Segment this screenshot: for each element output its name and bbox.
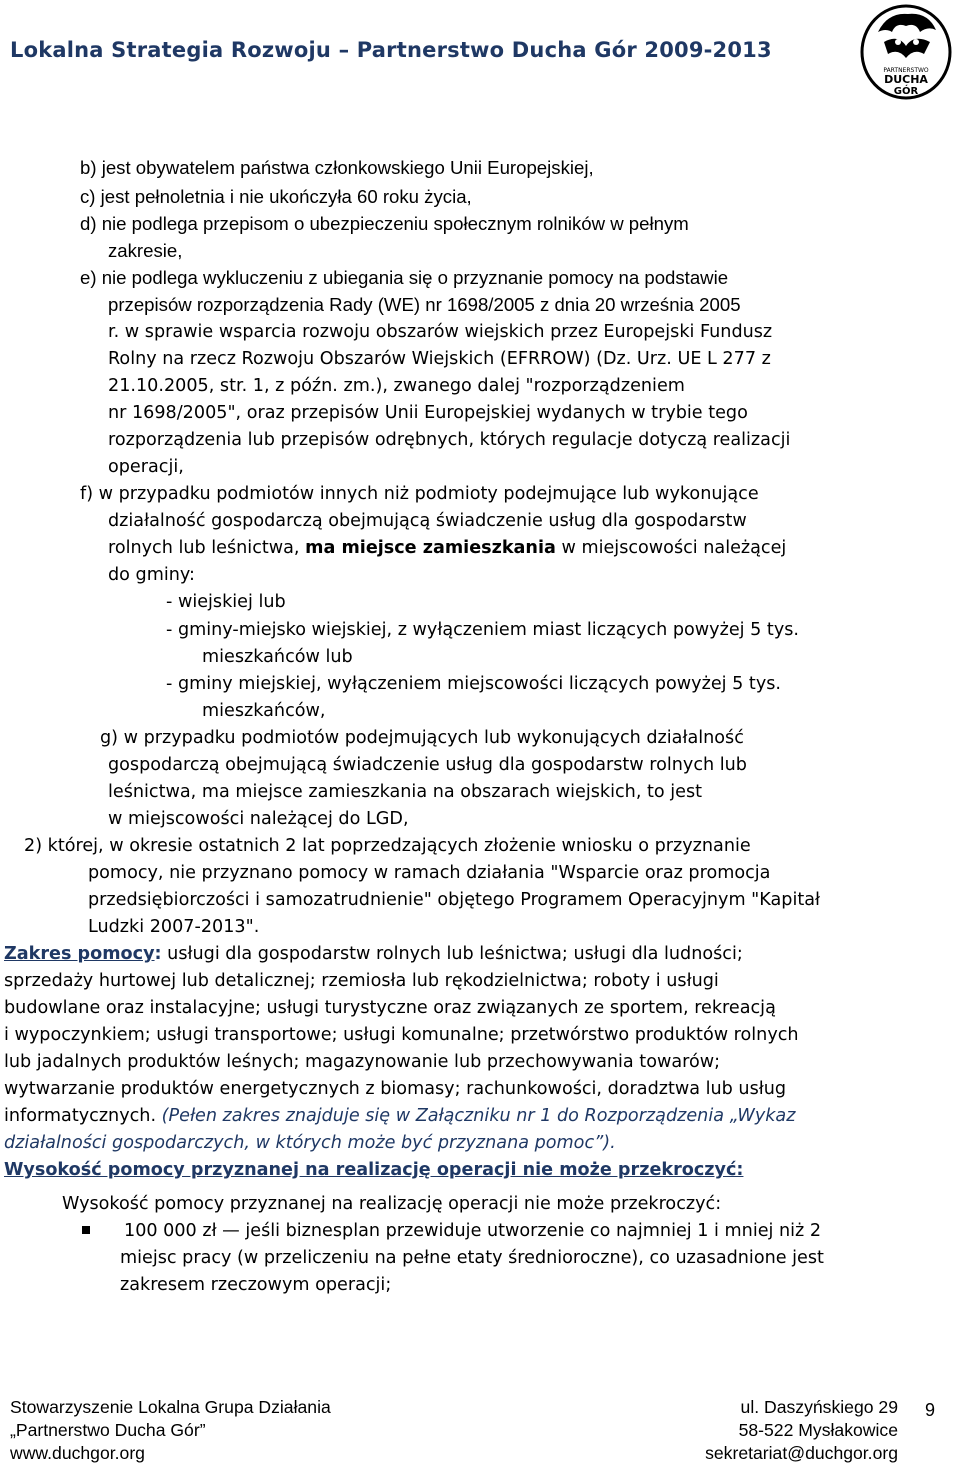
- list-item-b: b) jest obywatelem państwa członkowskiego Unii Europejskiej,: [80, 157, 594, 178]
- list-item-e-cont1: przepisów rozporządzenia Rady (WE) nr 1698/2005 z dnia 20 września 2005: [108, 294, 741, 315]
- list-item-e-cont2: r. w sprawie wsparcia rozwoju obszarów wiejskich przez Europejski Fundusz: [108, 322, 773, 342]
- section-heading-amount: Wysokość pomocy przyznanej na realizację operacji nie może przekroczyć:: [4, 1160, 744, 1180]
- sub-item-2: - gminy-miejsko wiejskiej, z wyłączeniem miast liczących powyżej 5 tys.: [166, 620, 799, 640]
- page-header-title: Lokalna Strategia Rozwoju – Partnerstwo Ducha Gór 2009-2013: [10, 38, 772, 62]
- text-segment: rolnych lub leśnictwa,: [108, 538, 306, 558]
- list-item-e-cont6: rozporządzenia lub przepisów odrębnych, których regulacje dotyczą realizacji: [108, 430, 791, 450]
- sub-item-1: - wiejskiej lub: [166, 592, 286, 612]
- list-item-e-cont3: Rolny na rzecz Rozwoju Obszarów Wiejskich (EFRROW) (Dz. Urz. UE L 277 z: [108, 349, 771, 369]
- amount-bullet-line2: miejsc pracy (w przeliczeniu na pełne etaty średnioroczne), co uzasadnione jest: [120, 1248, 824, 1268]
- text-segment: w miejscowości należącej: [555, 538, 787, 558]
- list-item-d: d) nie podlega przepisom o ubezpieczeniu społecznym rolników w pełnym: [80, 213, 689, 234]
- sub-item-3-cont: mieszkańców,: [202, 701, 326, 721]
- list-item-e: e) nie podlega wykluczeniu z ubiegania się o przyznanie pomocy na podstawie: [80, 267, 729, 288]
- list-item-f-cont2: [108, 538, 786, 558]
- scope-paragraph-line4: i wypoczynkiem; usługi transportowe; usługi komunalne; przetwórstwo produktów rolnych: [4, 1025, 799, 1045]
- list-item-2-cont2: przedsiębiorczości i samozatrudnienie" objętego Programem Operacyjnym "Kapitał: [88, 890, 821, 910]
- list-item-e-cont7: operacji,: [108, 457, 184, 477]
- list-item-c: c) jest pełnoletnia i nie ukończyła 60 roku życia,: [80, 186, 472, 207]
- amount-intro: Wysokość pomocy przyznanej na realizację operacji nie może przekroczyć:: [62, 1194, 722, 1214]
- list-item-2-cont1: pomocy, nie przyznano pomocy w ramach działania "Wsparcie oraz promocja: [88, 863, 771, 883]
- scope-paragraph-line7: [4, 1106, 795, 1126]
- footer-street: ul. Daszyńskiego 29: [740, 1397, 898, 1417]
- scope-paragraph-line2: sprzedaży hurtowej lub detalicznej; rzemiosła lub rękodzielnictwa; roboty i usługi: [4, 971, 719, 991]
- heading-colon: :: [154, 944, 162, 964]
- footer-city: 58-522 Mysłakowice: [738, 1420, 898, 1440]
- text-segment: usługi dla gospodarstw rolnych lub leśnictwa; usługi dla ludności;: [161, 944, 743, 964]
- square-bullet-icon: [82, 1226, 90, 1234]
- logo-text-1: PARTNERSTWO: [883, 67, 929, 74]
- list-item-f-cont3: do gminy:: [108, 565, 195, 585]
- logo-text-2: DUCHA: [884, 73, 928, 86]
- section-heading-scope: Zakres pomocy: [4, 944, 155, 964]
- footer-email-link[interactable]: sekretariat@duchgor.org: [705, 1443, 898, 1463]
- scope-paragraph-line6: wytwarzanie produktów energetycznych z biomasy; rachunkowości, doradztwa lub usług: [4, 1079, 787, 1099]
- scope-paragraph-line5: lub jadalnych produktów leśnych; magazynowanie lub przechowywania towarów;: [4, 1052, 721, 1072]
- footer-right: [676, 1396, 898, 1465]
- sub-item-2-cont: mieszkańców lub: [202, 647, 353, 667]
- list-item-e-cont4: 21.10.2005, str. 1, z późn. zm.), zwanego dalej "rozporządzeniem: [108, 376, 685, 396]
- scope-paragraph-line3: budowlane oraz instalacyjne; usługi turystyczne oraz związanych ze sportem, rekreacją: [4, 998, 776, 1018]
- footer-website-link[interactable]: www.duchgor.org: [10, 1443, 145, 1463]
- bold-text-segment: ma miejsce zamieszkania: [305, 538, 556, 558]
- italic-note: (Pełen zakres znajduje się w Załączniku nr 1 do Rozporządzenia „Wykaz: [161, 1106, 796, 1126]
- list-item-g: g) w przypadku podmiotów podejmujących lub wykonujących działalność: [100, 728, 744, 748]
- list-item-g-cont2: leśnictwa, ma miejsce zamieszkania na obszarach wiejskich, to jest: [108, 782, 703, 802]
- partnerstwo-ducha-gor-logo: [858, 2, 954, 102]
- scope-paragraph-line8: działalności gospodarczych, w których może być przyznana pomoc”).: [4, 1133, 616, 1153]
- list-item-d-cont: zakresie,: [108, 240, 183, 261]
- list-item-f-cont1: działalność gospodarczą obejmującą świadczenie usług dla gospodarstw: [108, 511, 747, 531]
- footer-left: [10, 1396, 331, 1465]
- list-item-g-cont1: gospodarczą obejmującą świadczenie usług dla gospodarstw rolnych lub: [108, 755, 747, 775]
- logo-text-3: GÓR: [893, 86, 919, 97]
- list-item-f: f) w przypadku podmiotów innych niż podmioty podejmujące lub wykonujące: [80, 484, 759, 504]
- list-item-2-cont3: Ludzki 2007-2013".: [88, 917, 260, 937]
- footer-org-partnership: „Partnerstwo Ducha Gór”: [10, 1420, 206, 1440]
- list-item-g-cont3: w miejscowości należącej do LGD,: [108, 809, 409, 829]
- amount-bullet-line1: 100 000 zł — jeśli biznesplan przewiduje utworzenie co najmniej 1 i mniej niż 2: [124, 1221, 822, 1241]
- sub-item-3: - gminy miejskiej, wyłączeniem miejscowości liczących powyżej 5 tys.: [166, 674, 781, 694]
- text-segment: informatycznych.: [4, 1106, 162, 1126]
- footer-org-name: Stowarzyszenie Lokalna Grupa Działania: [10, 1397, 331, 1417]
- list-item-2: 2) której, w okresie ostatnich 2 lat poprzedzających złożenie wniosku o przyznanie: [24, 836, 751, 856]
- page-number: 9: [925, 1400, 936, 1420]
- scope-paragraph-line1: [4, 944, 743, 964]
- amount-bullet-line3: zakresem rzeczowym operacji;: [120, 1275, 392, 1295]
- list-item-e-cont5: nr 1698/2005", oraz przepisów Unii Europejskiej wydanych w trybie tego: [108, 403, 748, 423]
